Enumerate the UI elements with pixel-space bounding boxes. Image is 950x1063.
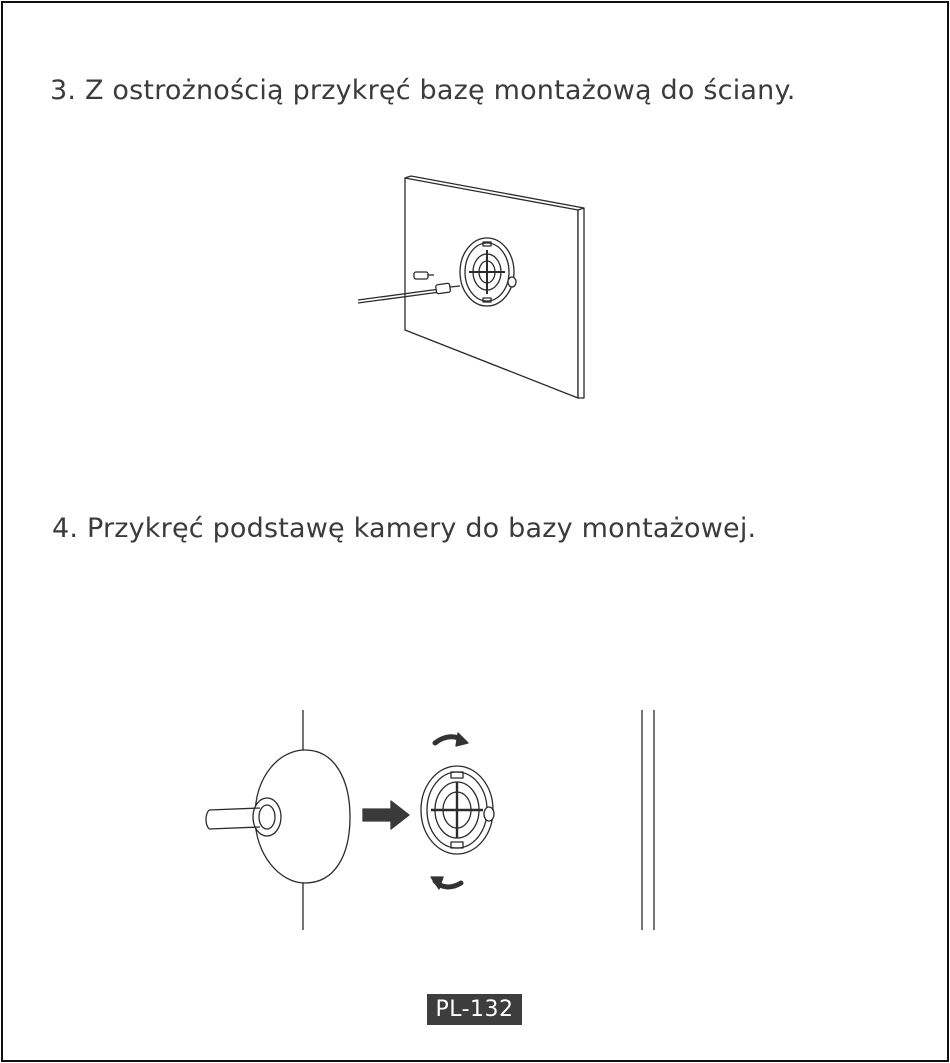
page-number-badge: PL-132 bbox=[427, 994, 522, 1025]
step-3-instruction: 3. Z ostrożnością przykręć bazę montażową do ściany. bbox=[50, 75, 796, 106]
camera-cable bbox=[206, 808, 260, 829]
camera-attach-illustration bbox=[195, 705, 675, 935]
wall-mount-illustration bbox=[350, 170, 595, 410]
wall-panel-edge bbox=[578, 208, 584, 398]
base-plate bbox=[421, 766, 494, 854]
step-4-instruction: 4. Przykręć podstawę kamery do bazy montażowej. bbox=[52, 513, 757, 544]
camera-socket bbox=[253, 798, 281, 836]
insert-arrow bbox=[363, 801, 409, 829]
rotate-arrow-top-head bbox=[456, 733, 468, 746]
